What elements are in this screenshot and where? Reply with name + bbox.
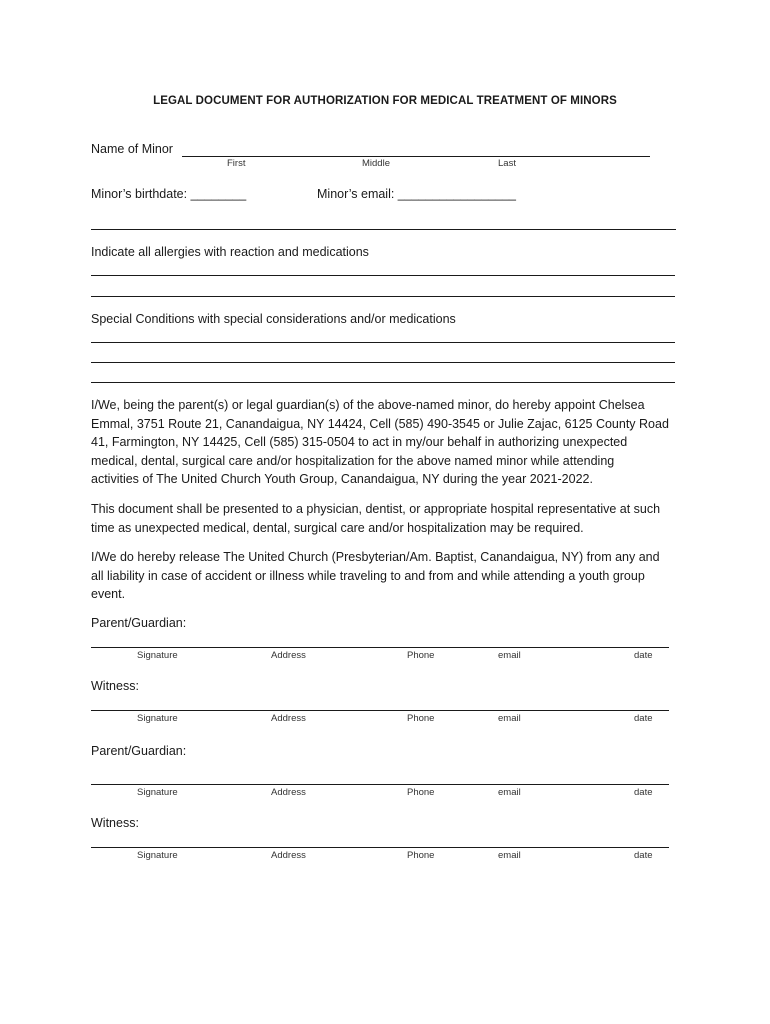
address-caption: Address bbox=[271, 713, 306, 724]
paragraph-line: This document shall be presented to a physician, dentist, or appropriate hospital representative at such bbox=[91, 502, 661, 516]
signature-line[interactable] bbox=[91, 784, 669, 785]
authorization-paragraph bbox=[91, 396, 691, 489]
parent-guardian-heading: Parent/Guardian: bbox=[91, 616, 187, 630]
birthdate-field[interactable]: Minor’s birthdate: ________ bbox=[91, 187, 247, 201]
signature-caption: Signature bbox=[137, 787, 178, 798]
date-caption: date bbox=[634, 850, 653, 861]
presentation-paragraph bbox=[91, 500, 691, 537]
email-field[interactable]: Minor’s email: _________________ bbox=[317, 187, 516, 201]
allergies-line-2[interactable] bbox=[91, 296, 675, 297]
paragraph-line: 41, Farmington, NY 14425, Cell (585) 315-0504 to act in my/our behalf in authorizing unexpected bbox=[91, 435, 628, 449]
paragraph-line: I/We do hereby release The United Church (Presbyterian/Am. Baptist, Canandaigua, NY) from any and bbox=[91, 550, 660, 564]
email-caption: email bbox=[498, 787, 521, 798]
signature-line[interactable] bbox=[91, 710, 669, 711]
special-line-1[interactable] bbox=[91, 342, 675, 343]
paragraph-line: all liability in case of accident or illness while traveling to and from and while attending a youth group bbox=[91, 568, 645, 583]
phone-caption: Phone bbox=[407, 713, 435, 724]
paragraph-line: Emmal, 3751 Route 21, Canandaigua, NY 14424, Cell (585) 490-3545 or Julie Zajac, 6125 County Road bbox=[91, 416, 669, 431]
special-line-2[interactable] bbox=[91, 362, 675, 363]
name-of-minor-line[interactable] bbox=[182, 156, 650, 157]
date-caption: date bbox=[634, 650, 653, 661]
allergies-label: Indicate all allergies with reaction and medications bbox=[91, 245, 369, 259]
date-caption: date bbox=[634, 713, 653, 724]
paragraph-line: medical, dental, surgical care and/or hospitalization for the above named minor while attending bbox=[91, 453, 615, 468]
first-name-caption: First bbox=[227, 158, 246, 169]
paragraph-line: event. bbox=[91, 587, 126, 601]
paragraph-line: time as unexpected medical, dental, surgical care and/or hospitalization may be required. bbox=[91, 520, 584, 535]
address-caption: Address bbox=[271, 787, 306, 798]
allergies-line-1[interactable] bbox=[91, 275, 675, 276]
special-conditions-label: Special Conditions with special considerations and/or medications bbox=[91, 312, 456, 326]
paragraph-line: activities of The United Church Youth Group, Canandaigua, NY during the year 2021-2022. bbox=[91, 472, 593, 486]
email-caption: email bbox=[498, 713, 521, 724]
signature-caption: Signature bbox=[137, 713, 178, 724]
paragraph-line: I/We, being the parent(s) or legal guardian(s) of the above-named minor, do hereby appoint Chelsea bbox=[91, 398, 645, 412]
document-title: LEGAL DOCUMENT FOR AUTHORIZATION FOR MEDICAL TREATMENT OF MINORS bbox=[153, 95, 617, 107]
date-caption: date bbox=[634, 787, 653, 798]
signature-caption: Signature bbox=[137, 650, 178, 661]
email-caption: email bbox=[498, 850, 521, 861]
phone-caption: Phone bbox=[407, 650, 435, 661]
blank-line[interactable] bbox=[91, 229, 676, 230]
special-line-3[interactable] bbox=[91, 382, 675, 383]
address-caption: Address bbox=[271, 850, 306, 861]
email-caption: email bbox=[498, 650, 521, 661]
signature-line[interactable] bbox=[91, 847, 669, 848]
release-paragraph bbox=[91, 548, 691, 604]
parent-guardian-heading: Parent/Guardian: bbox=[91, 744, 187, 758]
signature-caption: Signature bbox=[137, 850, 178, 861]
last-name-caption: Last bbox=[498, 158, 516, 169]
phone-caption: Phone bbox=[407, 850, 435, 861]
witness-heading: Witness: bbox=[91, 679, 139, 693]
address-caption: Address bbox=[271, 650, 306, 661]
witness-heading: Witness: bbox=[91, 816, 139, 830]
phone-caption: Phone bbox=[407, 787, 435, 798]
name-of-minor-label: Name of Minor bbox=[91, 142, 173, 156]
signature-line[interactable] bbox=[91, 647, 669, 648]
middle-name-caption: Middle bbox=[362, 158, 390, 169]
